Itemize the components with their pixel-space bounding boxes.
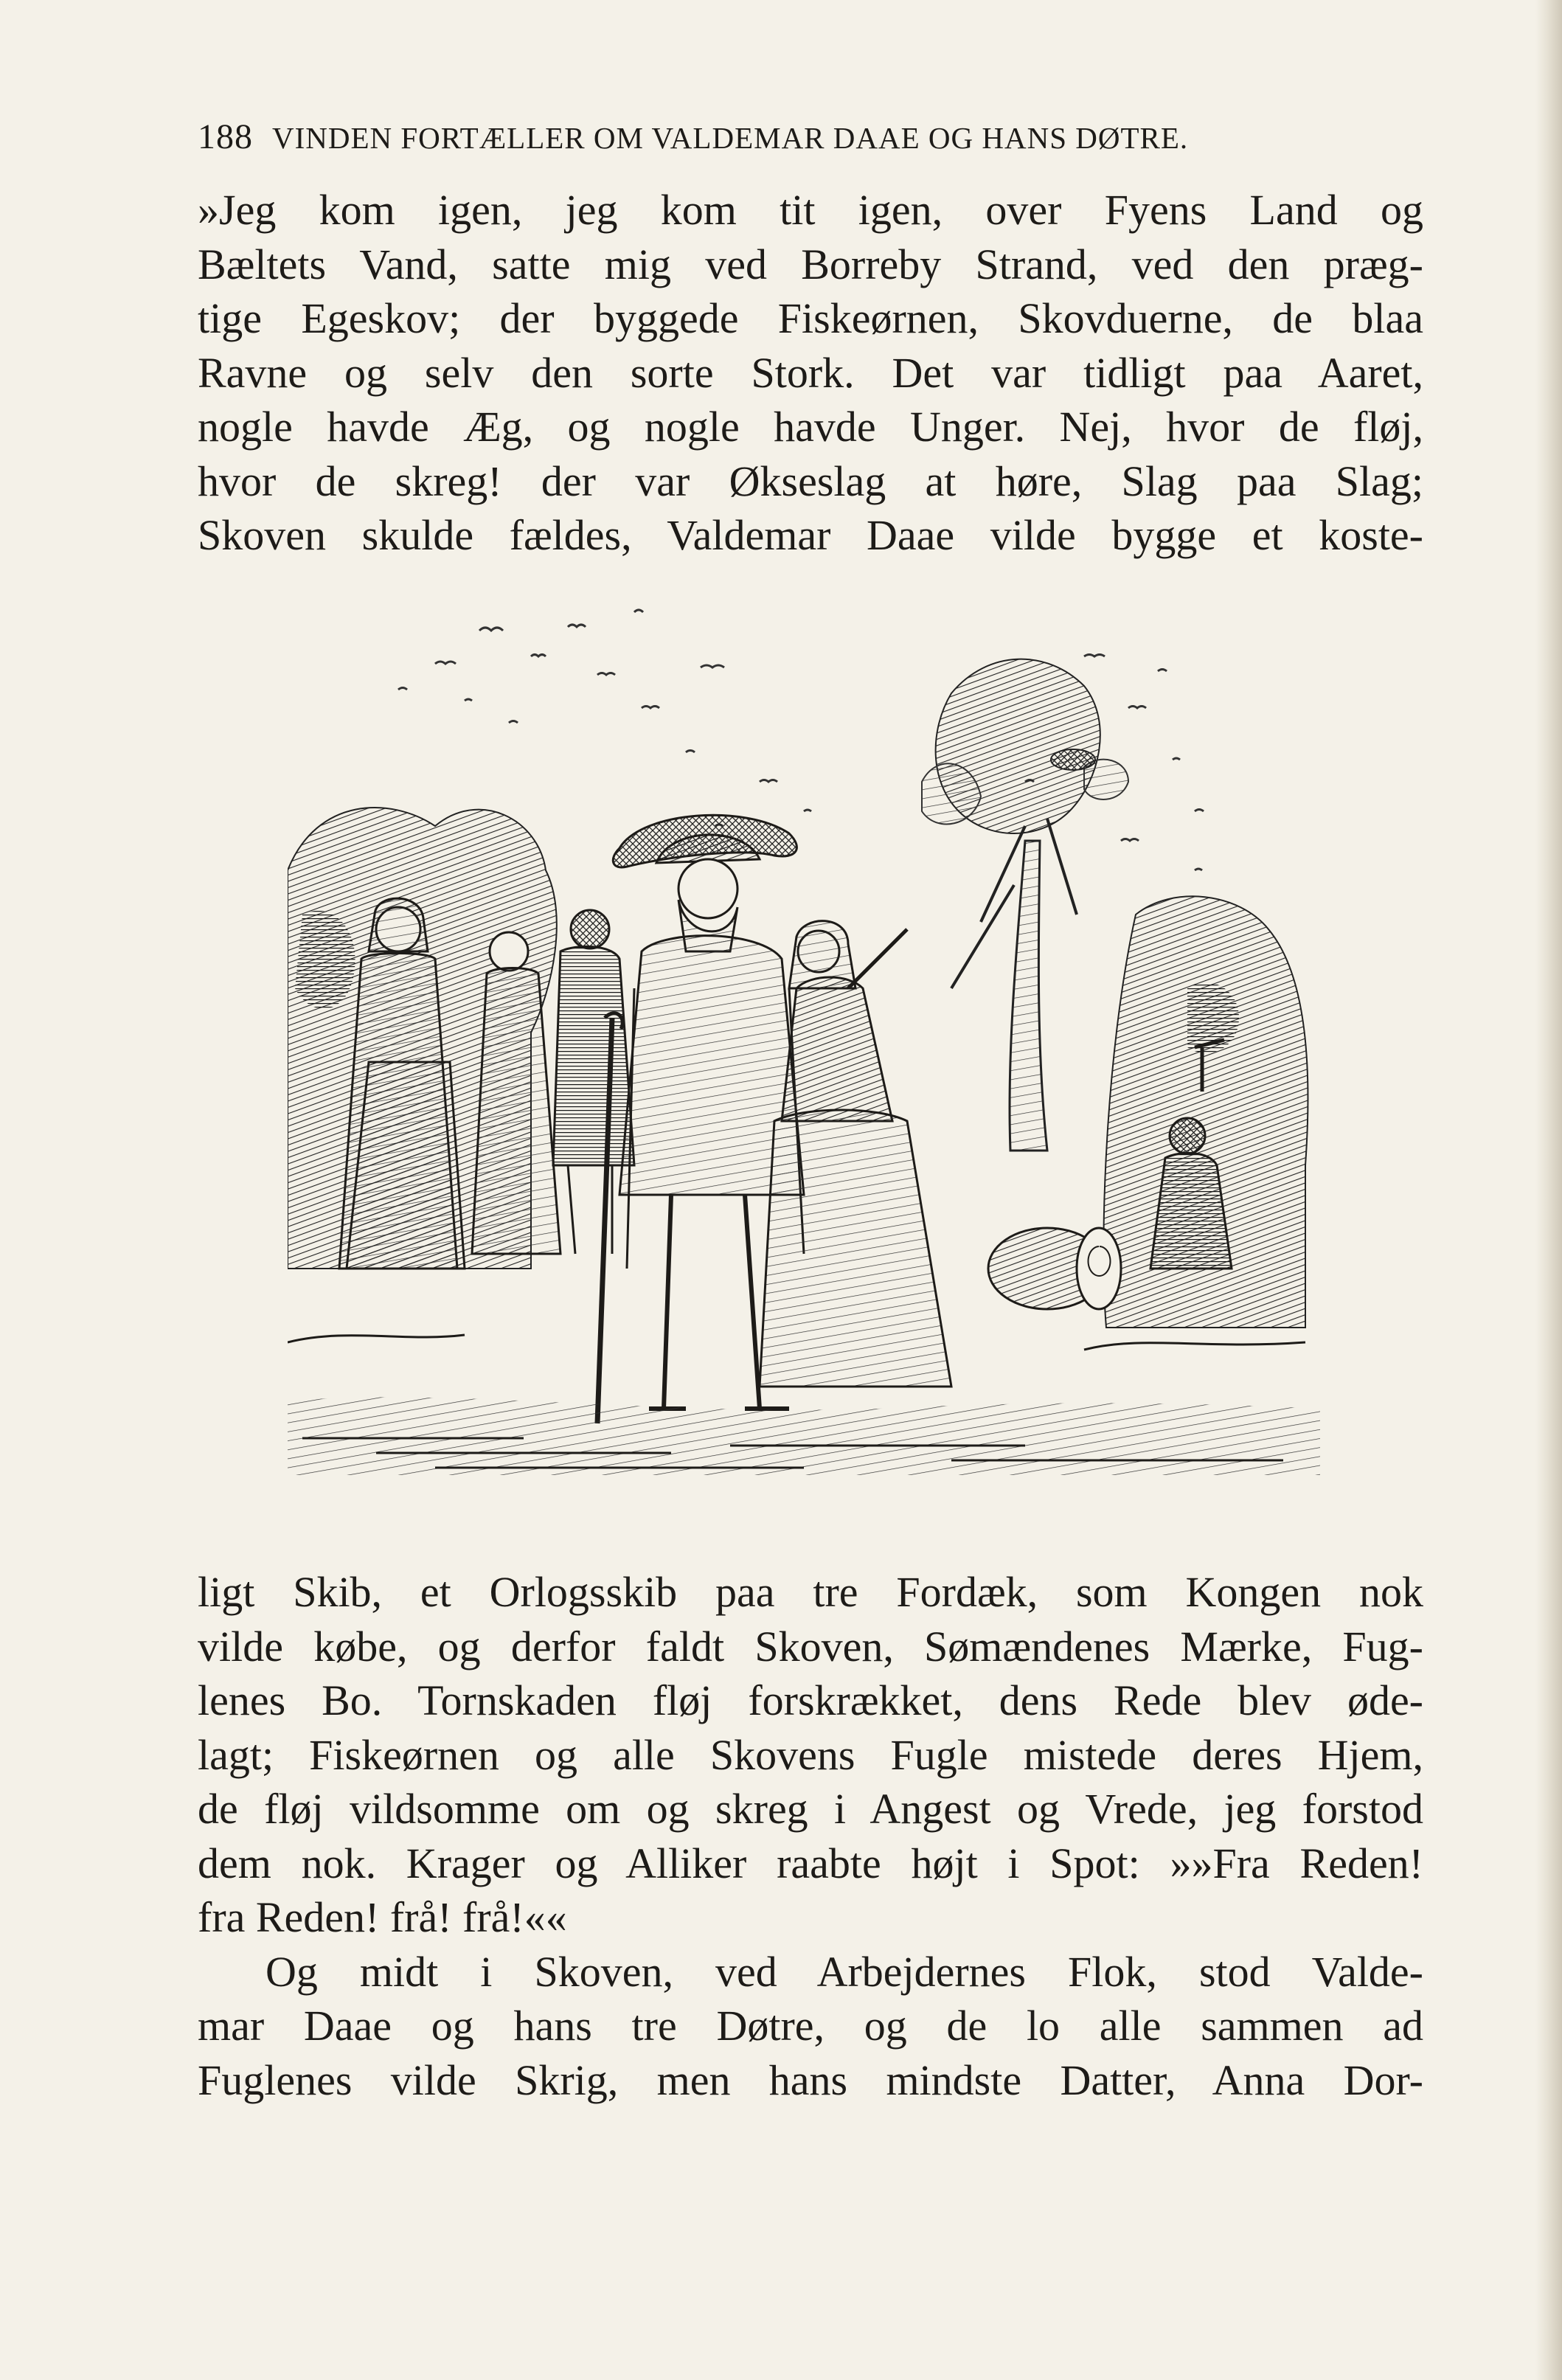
text-line: fra Reden! frå! frå!«« xyxy=(198,1893,567,1941)
text-line: Fuglenes vilde Skrig, men hans mindste Datter, Anna Dor- xyxy=(198,2055,1423,2104)
running-head xyxy=(198,117,1422,157)
worker-back xyxy=(553,910,634,1254)
text-line: Skoven skulde fældes, Valdemar Daae vilde bygge et koste- xyxy=(198,511,1423,559)
text-line: vilde købe, og derfor faldt Skoven, Sømændenes Mærke, Fug- xyxy=(198,1622,1423,1670)
paragraph-bottom xyxy=(198,1565,1423,2107)
text-line: hvor de skreg! der var Økseslag at høre, Slag paa Slag; xyxy=(198,457,1423,505)
page-number: 188 xyxy=(198,117,253,156)
text-line: ligt Skib, et Orlogsskib paa tre Fordæk, som Kongen nok xyxy=(198,1568,1423,1616)
paragraph-top xyxy=(198,183,1423,563)
text-line: lagt; Fiskeørnen og alle Skovens Fugle mistede deres Hjem, xyxy=(198,1730,1423,1779)
text-line: tige Egeskov; der byggede Fiskeørnen, Skovduerne, de blaa xyxy=(198,294,1423,342)
text-line: Bæltets Vand, satte mig ved Borreby Strand, ved den præg- xyxy=(198,240,1423,288)
text-line: mar Daae og hans tre Døtre, og de lo alle sammen ad xyxy=(198,2002,1423,2050)
tall-tree xyxy=(922,659,1128,1151)
page-spine-shadow xyxy=(1535,0,1562,2380)
engraving-illustration xyxy=(288,605,1320,1519)
text-line: Ravne og selv den sorte Stork. Det var tidligt paa Aaret, xyxy=(198,348,1423,397)
text-line: Og midt i Skoven, ved Arbejdernes Flok, stod Valde- xyxy=(265,1947,1423,1996)
text-line: lenes Bo. Tornskaden fløj forskrækket, dens Rede blev øde- xyxy=(198,1676,1423,1724)
running-title: VINDEN FORTÆLLER OM VALDEMAR DAAE OG HANS DØTRE. xyxy=(272,121,1189,155)
text-line: »Jeg kom igen, jeg kom tit igen, over Fyens Land og xyxy=(198,186,1423,234)
text-line: dem nok. Krager og Alliker raabte højt i Spot: »»Fra Reden! xyxy=(198,1839,1423,1887)
text-line: de fløj vildsomme om og skreg i Angest og Vrede, jeg forstod xyxy=(198,1785,1423,1833)
felled-log xyxy=(988,1228,1121,1309)
text-line: nogle havde Æg, og nogle havde Unger. Nej, hvor de fløj, xyxy=(198,403,1423,451)
